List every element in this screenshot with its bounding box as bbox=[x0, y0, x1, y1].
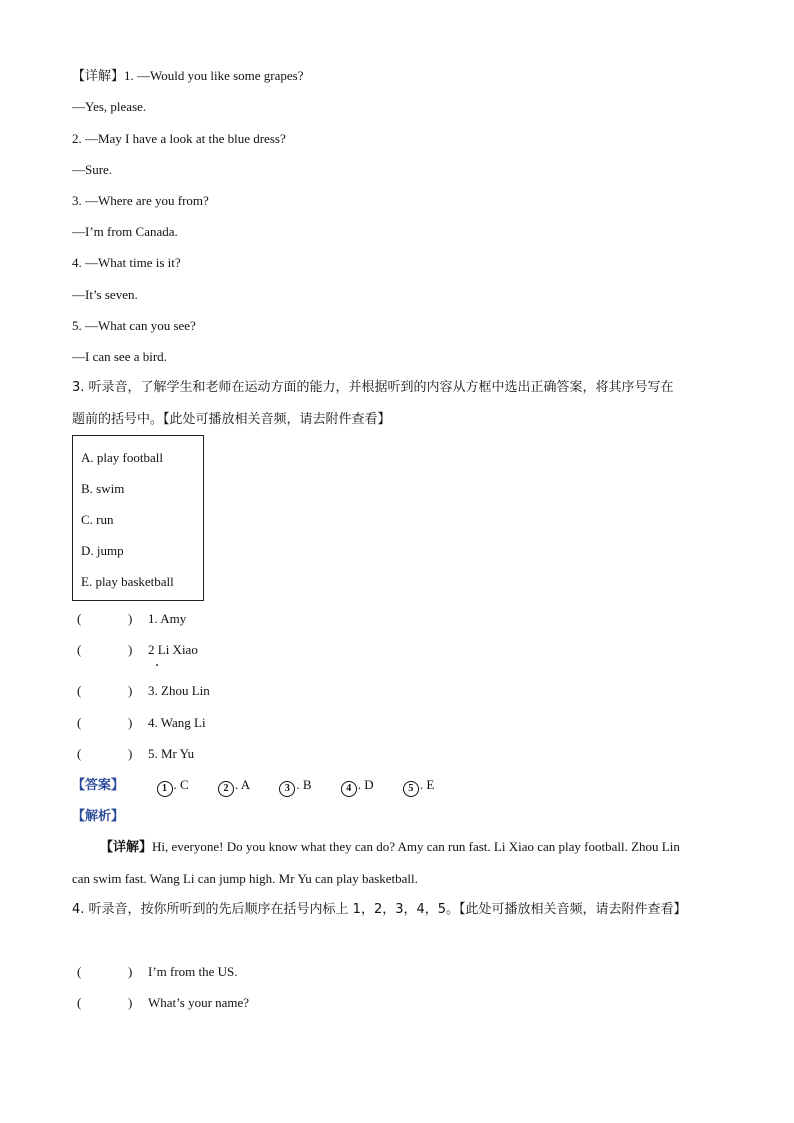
circled-number: 1 bbox=[157, 781, 173, 797]
answer-paren-open: ( bbox=[77, 683, 82, 698]
stray-dot bbox=[156, 664, 158, 666]
answer-paren-open: ( bbox=[77, 964, 82, 979]
detail-label: 【详解】 bbox=[100, 840, 153, 855]
q2-dialog-5-answer: —I can see a bird. bbox=[72, 349, 167, 364]
q2-dialog-2-question: 2. —May I have a look at the blue dress? bbox=[72, 131, 286, 146]
q3-instruction-line-2: 题前的括号中。【此处可播放相关音频，请去附件查看】 bbox=[72, 412, 391, 427]
q2-dialog-1-answer: —Yes, please. bbox=[72, 99, 147, 114]
analysis-label: 【解析】 bbox=[72, 809, 125, 824]
q4-instruction: 4. 听录音，按你所听到的先后顺序在括号内标上 1，2，3，4，5。【此处可播放相关音频，请去附件查看】 bbox=[72, 902, 687, 917]
q2-dialog-4-question: 4. —What time is it? bbox=[72, 255, 181, 270]
answer-paren-close: ) bbox=[128, 746, 133, 761]
option-b: B. swim bbox=[81, 481, 125, 496]
q4-item-label: What’s your name? bbox=[148, 995, 250, 1010]
analysis-row bbox=[72, 807, 124, 826]
circled-number: 5 bbox=[403, 781, 419, 797]
answer-paren-close: ) bbox=[128, 995, 133, 1010]
q3-instruction-line-1: 3. 听录音，了解学生和老师在运动方面的能力，并根据听到的内容从方框中选出正确答案，将其序号写在 bbox=[72, 380, 674, 395]
answer-paren-open: ( bbox=[77, 715, 82, 730]
answer-label: 【答案】 bbox=[72, 778, 125, 793]
option-e: E. play basketball bbox=[81, 574, 174, 589]
q2-dialog-3-question: 3. —Where are you from? bbox=[72, 193, 209, 208]
answer-3: 3 . B bbox=[279, 776, 311, 797]
answer-paren-open: ( bbox=[77, 611, 82, 626]
q2-line-1 bbox=[72, 67, 304, 86]
circled-number: 2 bbox=[218, 781, 234, 797]
answer-paren-close: ) bbox=[128, 683, 133, 698]
q4-item-label: I’m from the US. bbox=[148, 964, 238, 979]
detail-line-1 bbox=[100, 838, 680, 857]
q2-dialog-3-answer: —I’m from Canada. bbox=[72, 224, 178, 239]
answer-paren-close: ) bbox=[128, 715, 133, 730]
answer-1: 1 . C bbox=[157, 776, 189, 797]
q3-item-label: 5. Mr Yu bbox=[148, 746, 195, 761]
options-box bbox=[72, 435, 204, 601]
answer-paren-open: ( bbox=[77, 995, 82, 1010]
q3-item-label: 4. Wang Li bbox=[148, 715, 206, 730]
q2-dialog-4-answer: —It’s seven. bbox=[72, 287, 138, 302]
answer-row bbox=[72, 776, 460, 797]
circled-number: 4 bbox=[341, 781, 357, 797]
q2-dialog-5-question: 5. —What can you see? bbox=[72, 318, 196, 333]
option-a: A. play football bbox=[81, 450, 163, 465]
q3-item-label: 3. Zhou Lin bbox=[148, 683, 210, 698]
answer-paren-open: ( bbox=[77, 642, 82, 657]
option-d: D. jump bbox=[81, 543, 124, 558]
q2-dialog-2-answer: —Sure. bbox=[72, 162, 113, 177]
q3-item-label: 1. Amy bbox=[148, 611, 187, 626]
answer-4: 4 . D bbox=[341, 776, 374, 797]
answer-paren-close: ) bbox=[128, 642, 133, 657]
answer-paren-open: ( bbox=[77, 746, 82, 761]
answer-paren-close: ) bbox=[128, 964, 133, 979]
detail-prefix: 【详解】 bbox=[72, 69, 125, 84]
answer-5: 5 . E bbox=[403, 776, 434, 797]
circled-number: 3 bbox=[279, 781, 295, 797]
answer-paren-close: ) bbox=[128, 611, 133, 626]
q3-item-label: 2 Li Xiao bbox=[148, 642, 198, 657]
answer-2: 2 . A bbox=[218, 776, 250, 797]
q2-dialog-1-question: 1. —Would you like some grapes? bbox=[124, 68, 304, 83]
detail-text-1: Hi, everyone! Do you know what they can do? Amy can run fast. Li Xiao can play football. Zhou Lin bbox=[152, 839, 680, 854]
detail-line-2: can swim fast. Wang Li can jump high. Mr Yu can play basketball. bbox=[72, 871, 418, 886]
option-c: C. run bbox=[81, 512, 114, 527]
